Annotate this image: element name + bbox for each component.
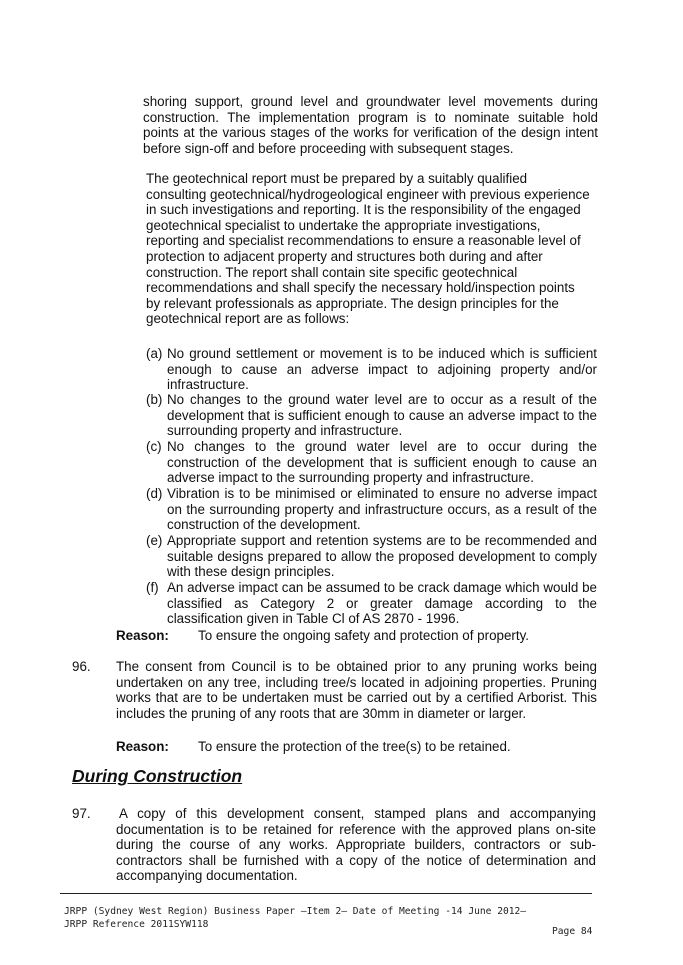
principle-item-d xyxy=(146,486,597,533)
condition-97-text: A copy of this development consent, stamped plans and accompanying documentation is to be retained for reference with the approved plans on-site during the course of any works. Appropriate builders, contractors or sub-contractors shall be furnished with a copy of the notice of determination and accompanying documentation. xyxy=(116,806,596,884)
condition-number-96: 96. xyxy=(72,659,91,674)
principle-item-b xyxy=(146,392,597,439)
principle-text: Vibration is to be minimised or eliminated to ensure no adverse impact on the surrounding property and infrastructure occurs, as a result of the construction of the development. xyxy=(167,486,597,533)
reason-text: To ensure the ongoing safety and protection of property. xyxy=(198,628,530,643)
principle-label: (b) xyxy=(146,392,163,407)
principle-label: (e) xyxy=(146,533,163,548)
condition-number-97: 97. xyxy=(72,806,91,821)
principle-text: No ground settlement or movement is to be induced which is sufficient enough to cause an adverse impact to adjoining property and/or infrastructure. xyxy=(167,346,597,393)
footer-line-2: JRPP Reference 2011SYW118 xyxy=(64,919,209,930)
reason-label: Reason: xyxy=(116,628,169,643)
condition-96-text: The consent from Council is to be obtained prior to any pruning works being undertaken on any tree, including tree/s located in adjoining properties. Pruning works that are to be undertaken must be carried out by a certified Arborist. This includes the pruning of any roots that are 30mm in diameter or larger. xyxy=(116,659,597,721)
principle-text: No changes to the ground water level are to occur as a result of the development that is sufficient enough to cause an adverse impact to the surrounding property and infrastructure. xyxy=(167,392,597,439)
reason-label: Reason: xyxy=(116,739,169,754)
page-number: Page 84 xyxy=(552,926,593,937)
reason-95 xyxy=(116,628,529,644)
principle-label: (a) xyxy=(146,346,163,361)
principle-item-c xyxy=(146,439,597,486)
reason-text: To ensure the protection of the tree(s) to be retained. xyxy=(198,739,511,754)
principle-text: An adverse impact can be assumed to be crack damage which would be classified as Category 2 or greater damage according to the classification given in Table Cl of AS 2870 - 1996. xyxy=(167,580,597,627)
section-heading: During Construction xyxy=(72,766,243,786)
footer-line-1: JRPP (Sydney West Region) Business Paper –Item 2– Date of Meeting -14 June 2012– xyxy=(64,906,527,917)
principle-item-e xyxy=(146,533,597,580)
principle-item-a xyxy=(146,346,597,393)
principle-label: (d) xyxy=(146,486,163,501)
principle-label: (f) xyxy=(146,580,159,595)
principle-item-f xyxy=(146,580,597,627)
paragraph-geotechnical-report: The geotechnical report must be prepared by a suitably qualified consulting geotechnical/hydrogeological engineer with previous experience in such investigations and reporting. It is the responsibility of the engaged geotechnical specialist to undertake the appropriate investigations, reporting and specialist recommendations to ensure a reasonable level of protection to adjacent property and structures both during and after construction. The report shall contain site specific geotechnical recommendations and shall specify the necessary hold/inspection points by relevant professionals as appropriate. The design principles for the geotechnical report are as follows: xyxy=(146,171,590,327)
paragraph-continuation: shoring support, ground level and groundwater level movements during construction. The implementation program is to nominate suitable hold points at the various stages of the works for verification of the design intent before sign-off and before proceeding with subsequent stages. xyxy=(143,94,598,156)
footer-divider xyxy=(60,893,592,894)
principle-text: No changes to the ground water level are to occur during the construction of the development that is sufficient enough to cause an adverse impact to the surrounding property and infrastructure. xyxy=(167,439,597,486)
reason-96 xyxy=(116,739,511,755)
principle-label: (c) xyxy=(146,439,162,454)
principle-text: Appropriate support and retention systems are to be recommended and suitable designs prepared to allow the proposed development to comply with these design principles. xyxy=(167,533,597,580)
